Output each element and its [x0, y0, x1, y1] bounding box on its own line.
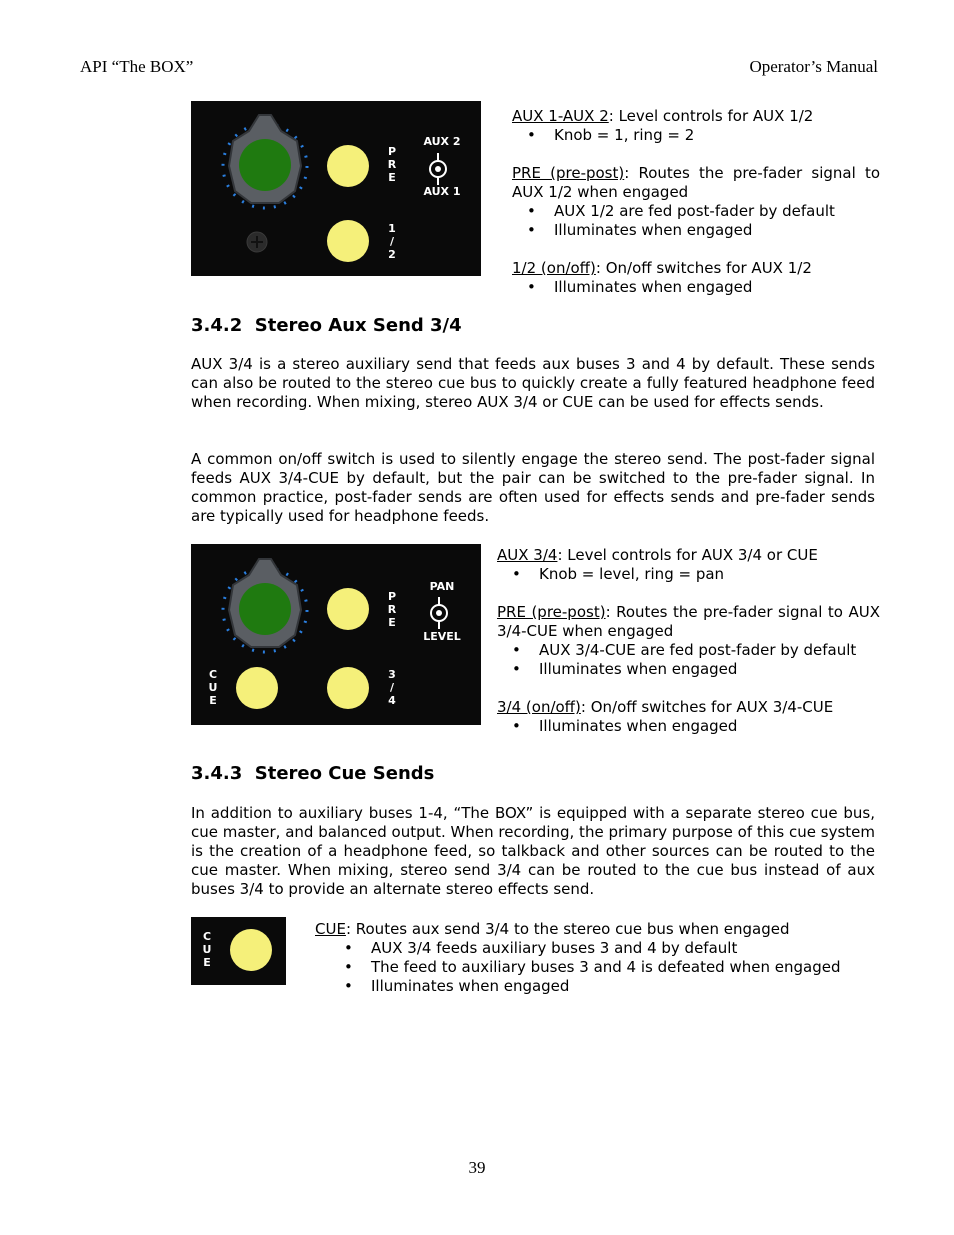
section-342-para2 [191, 450, 875, 526]
aux-text: : Level controls for AUX 3/4 or CUE [557, 546, 818, 564]
onoff-label-4: 4 [388, 694, 396, 707]
section-343-para1 [191, 804, 875, 899]
pre-term: PRE (pre-post) [512, 164, 625, 182]
onoff-label-1: 1 [388, 222, 396, 235]
cue-description [315, 920, 880, 996]
pan-label: PAN [429, 580, 455, 593]
onoff-bullets [497, 717, 880, 736]
header-manual: Operator’s Manual [749, 57, 878, 76]
aux34-knob [223, 559, 307, 652]
pre-text: : Routes the pre-fader signal to AUX 3/4-CUE when engaged [497, 603, 880, 640]
onoff-text: : On/off switches for AUX 3/4-CUE [580, 698, 834, 716]
aux2-label: AUX 2 [423, 135, 461, 148]
cue-text: : Routes aux send 3/4 to the stereo cue bus when engaged [345, 920, 790, 938]
list-item: • AUX 3/4 feeds auxiliary buses 3 and 4 by default [329, 939, 880, 958]
cue-panel-image [191, 917, 286, 985]
aux1-label: AUX 1 [423, 185, 461, 198]
cue-label-c: C [202, 930, 212, 943]
pre-text: : Routes the pre-fader signal to AUX 1/2 when engaged [512, 164, 881, 201]
jack-icon [430, 153, 446, 185]
onoff-label-3: 3 [388, 668, 396, 681]
list-item: • AUX 1/2 are fed post-fader by default [512, 202, 880, 221]
aux12-onoff-button[interactable] [327, 220, 369, 262]
pre-label-p: P [387, 590, 397, 603]
onoff-label-2: 2 [388, 248, 396, 261]
aux12-knob [223, 115, 307, 208]
aux-bullets [512, 126, 880, 145]
list-item: • Illuminates when engaged [512, 278, 880, 297]
aux-text: : Level controls for AUX 1/2 [608, 107, 814, 125]
pre-bullets [512, 202, 880, 240]
section-342-para1 [191, 355, 875, 412]
cue-label-u: U [202, 943, 212, 956]
header-title: API “The BOX” [80, 57, 194, 76]
onoff-desc [512, 259, 880, 278]
aux12-panel-image [191, 101, 481, 276]
paragraph: AUX 3/4 is a stereo auxiliary send that feeds aux buses 3 and 4 by default. These sends can also be routed to the stereo cue bus to quickly create a fully featured headphone feed when recording. When mixing, stereo AUX 3/4 or CUE can be used for effects sends. [191, 355, 875, 411]
aux-term: AUX 3/4 [497, 546, 558, 564]
pre-desc [497, 603, 880, 641]
list-item: • AUX 3/4-CUE are fed post-fader by default [497, 641, 880, 660]
pre-term: PRE (pre-post) [497, 603, 606, 621]
list-item: • Knob = level, ring = pan [497, 565, 880, 584]
pre-bullets [497, 641, 880, 679]
pre-label-r: R [387, 158, 397, 171]
onoff-term: 1/2 (on/off) [512, 259, 596, 277]
pre-label-e: E [388, 171, 396, 184]
onoff-text: : On/off switches for AUX 1/2 [595, 259, 812, 277]
jack-icon [431, 597, 447, 629]
page-number: 39 [468, 1158, 486, 1177]
cue-label-e: E [203, 956, 211, 969]
cue-button[interactable] [236, 667, 278, 709]
cue-bullets [315, 939, 880, 996]
level-label: LEVEL [423, 630, 461, 643]
pre-button[interactable] [327, 145, 369, 187]
cue-desc [315, 920, 880, 939]
aux34-description [497, 546, 880, 736]
onoff-term: 3/4 (on/off) [497, 698, 581, 716]
pre-label-e: E [388, 616, 396, 629]
aux-desc [512, 107, 880, 126]
list-item: • Illuminates when engaged [497, 660, 880, 679]
pre-label-r: R [387, 603, 397, 616]
pre-desc [512, 164, 880, 202]
pre-label-p: P [387, 145, 397, 158]
cue-button[interactable] [230, 929, 272, 971]
aux34-panel-image [191, 544, 481, 725]
onoff-label-slash: / [389, 235, 395, 248]
list-item: • Knob = 1, ring = 2 [512, 126, 880, 145]
list-item: • Illuminates when engaged [329, 977, 880, 996]
section-heading-342: 3.4.2 Stereo Aux Send 3/4 [191, 315, 462, 336]
aux34-onoff-button[interactable] [327, 667, 369, 709]
cue-label-u: U [208, 681, 218, 694]
list-item: • Illuminates when engaged [497, 717, 880, 736]
aux-term: AUX 1-AUX 2 [512, 107, 609, 125]
paragraph: In addition to auxiliary buses 1-4, “The BOX” is equipped with a separate stereo cue bus, cue master, and balanced output. When recording, the primary purpose of this cue system is the creation of a headphone feed, so talkback and other sources can be routed to the cue master. When mixing, stereo send 3/4 can be routed to the cue bus instead of aux buses 3/4 to provide an alternate stereo effects send. [191, 804, 875, 898]
aux-desc [497, 546, 880, 565]
aux12-description [512, 107, 880, 297]
pre-button[interactable] [327, 588, 369, 630]
cue-label-c: C [208, 668, 218, 681]
cue-label-e: E [209, 694, 217, 707]
onoff-label-slash: / [389, 681, 395, 694]
paragraph: A common on/off switch is used to silently engage the stereo send. The post-fader signal feeds AUX 3/4-CUE by default, but the pair can be switched to the pre-fader signal. In common practice, post-fader sends are often used for effects sends and pre-fader sends are typically used for headphone feeds. [191, 450, 875, 525]
cue-term: CUE [315, 920, 346, 938]
aux-bullets [497, 565, 880, 584]
onoff-bullets [512, 278, 880, 297]
onoff-desc [497, 698, 880, 717]
list-item: • The feed to auxiliary buses 3 and 4 is defeated when engaged [329, 958, 880, 977]
section-heading-343: 3.4.3 Stereo Cue Sends [191, 763, 435, 784]
list-item: • Illuminates when engaged [512, 221, 880, 240]
